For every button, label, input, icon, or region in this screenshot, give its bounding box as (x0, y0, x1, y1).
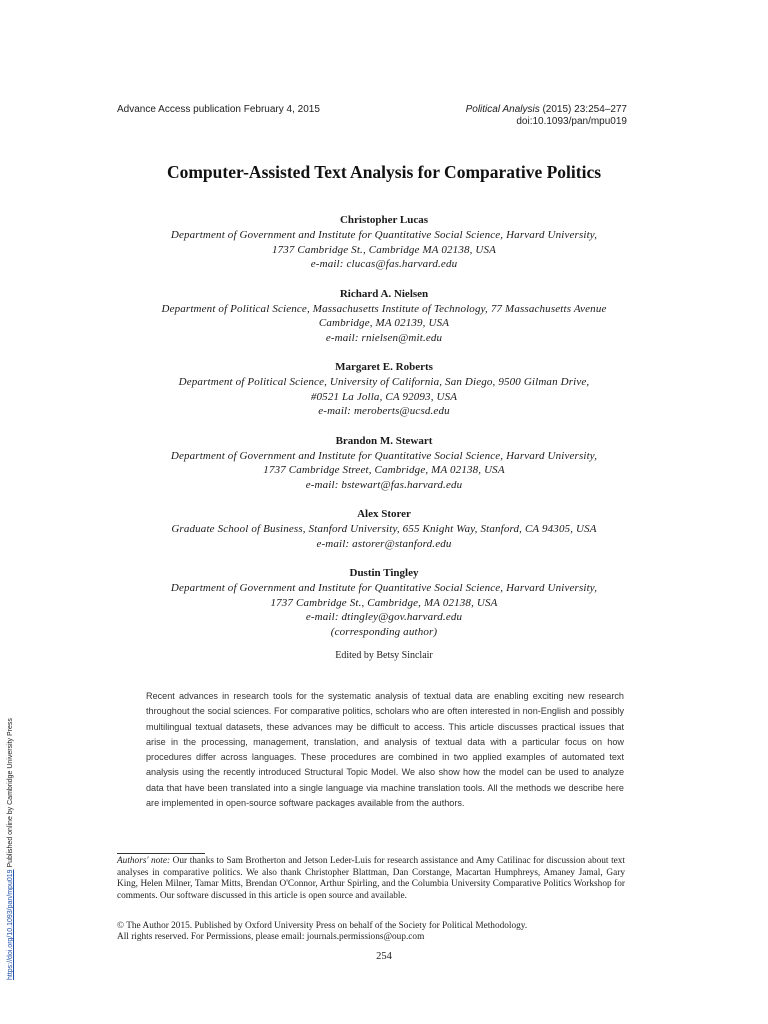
affiliation-line: Graduate School of Business, Stanford University, 655 Knight Way, Stanford, CA 94305, USA (171, 523, 597, 535)
author-name: Dustin Tingley (349, 567, 419, 579)
email-line: e-mail: clucas@fas.harvard.edu (310, 258, 458, 270)
authors-note-lead: Authors' note: (117, 856, 171, 866)
author-block (100, 286, 668, 346)
copyright-line: © The Author 2015. Published by Oxford University Press on behalf of the Society for Political Methodology. (117, 921, 528, 931)
paper-title: Computer-Assisted Text Analysis for Comparative Politics (166, 162, 602, 182)
author-block (100, 359, 668, 419)
email-line: e-mail: bstewart@fas.harvard.edu (305, 478, 463, 491)
email-line: e-mail: astorer@stanford.edu (316, 537, 452, 550)
doi-link[interactable]: https://doi.org/10.1093/pan/mpu019 (7, 869, 14, 980)
citation: (2015) 23:254–277 (539, 104, 627, 115)
affiliation-line: Department of Government and Institute for Quantitative Social Science, Harvard University, (170, 449, 598, 462)
author-block (100, 506, 668, 551)
address-line: 1737 Cambridge St., Cambridge MA 02138, USA (271, 243, 497, 256)
email-line: e-mail: dtingley@gov.harvard.edu (305, 611, 463, 623)
affiliation-line: Department of Political Science, University of California, San Diego, 9500 Gilman Drive, (178, 376, 590, 388)
affiliation-line: Department of Political Science, Massachusetts Institute of Technology, 77 Massachusetts Avenue (161, 302, 607, 315)
affiliation-line: Department of Government and Institute for Quantitative Social Science, Harvard University, (170, 229, 598, 241)
affiliation-line: Department of Government and Institute for Quantitative Social Science, Harvard University, (170, 582, 598, 594)
authors-note (117, 856, 625, 902)
permissions-line: All rights reserved. For Permissions, please email: journals.permissions@oup.com (117, 932, 425, 943)
side-note (7, 686, 14, 980)
journal-name: Political Analysis (465, 104, 540, 115)
author-name: Alex Storer (357, 508, 411, 520)
address-line: #0521 La Jolla, CA 92093, USA (310, 390, 458, 403)
author-name: Brandon M. Stewart (335, 434, 433, 447)
doi: doi:10.1093/pan/mpu019 (516, 116, 627, 127)
author-block (100, 433, 668, 493)
author-block (100, 565, 668, 639)
copyright (117, 921, 637, 944)
page-number: 254 (376, 951, 392, 962)
address-line: Cambridge, MA 02139, USA (318, 317, 450, 329)
address-line: 1737 Cambridge St., Cambridge, MA 02138, USA (270, 596, 498, 609)
email-line: e-mail: rnielsen@mit.edu (325, 331, 443, 344)
corresponding-note: (corresponding author) (330, 625, 438, 638)
author-name: Margaret E. Roberts (335, 361, 433, 373)
authors-note-text: Our thanks to Sam Brotherton and Jetson Leder-Luis for research assistance and Amy Catilinac for discussion about text analyses in comparative politics. We also thank Christopher Blattman, Dan Corstange, Macartan Humphreys, Amaney Jamal, Gary King, Helen Milner, Tamar Mitts, Brendan O'Connor, Arthur Spirling, and the Columbia University Comparative Politics Workshop for comments. Our software discussed in this article is open source and available. (117, 856, 626, 901)
side-note-text: Published online by Cambridge University Press (7, 718, 14, 870)
author-name: Richard A. Nielsen (339, 287, 429, 300)
journal-citation (466, 104, 627, 128)
abstract: Recent advances in research tools for the systematic analysis of textual data are enabling exciting new research throughout the social sciences. For comparative politics, scholars who are often interested in non-English and possibly multilingual textual datasets, these advances may be difficult to access. This article discusses practical issues that arise in the processing, management, translation, and analysis of textual data with a particular focus on how procedures differ across languages. These procedures are combined in two applied examples of automated text analysis using the recently introduced Structural Topic Model. We also show how the model can be used to analyze data that have been translated into a single language via machine translation tools. All the methods we describe here are implemented in open-source software packages available from the authors. (146, 691, 624, 809)
edited-by: Edited by Betsy Sinclair (335, 650, 433, 661)
journal-line (466, 104, 627, 116)
author-name: Christopher Lucas (339, 214, 429, 226)
publication-date: Advance Access publication February 4, 2015 (117, 104, 320, 115)
author-list (100, 212, 668, 653)
author-block (100, 212, 668, 272)
footnote-rule (117, 853, 205, 854)
email-line: e-mail: meroberts@ucsd.edu (318, 405, 450, 417)
address-line: 1737 Cambridge Street, Cambridge, MA 02138, USA (263, 464, 505, 476)
